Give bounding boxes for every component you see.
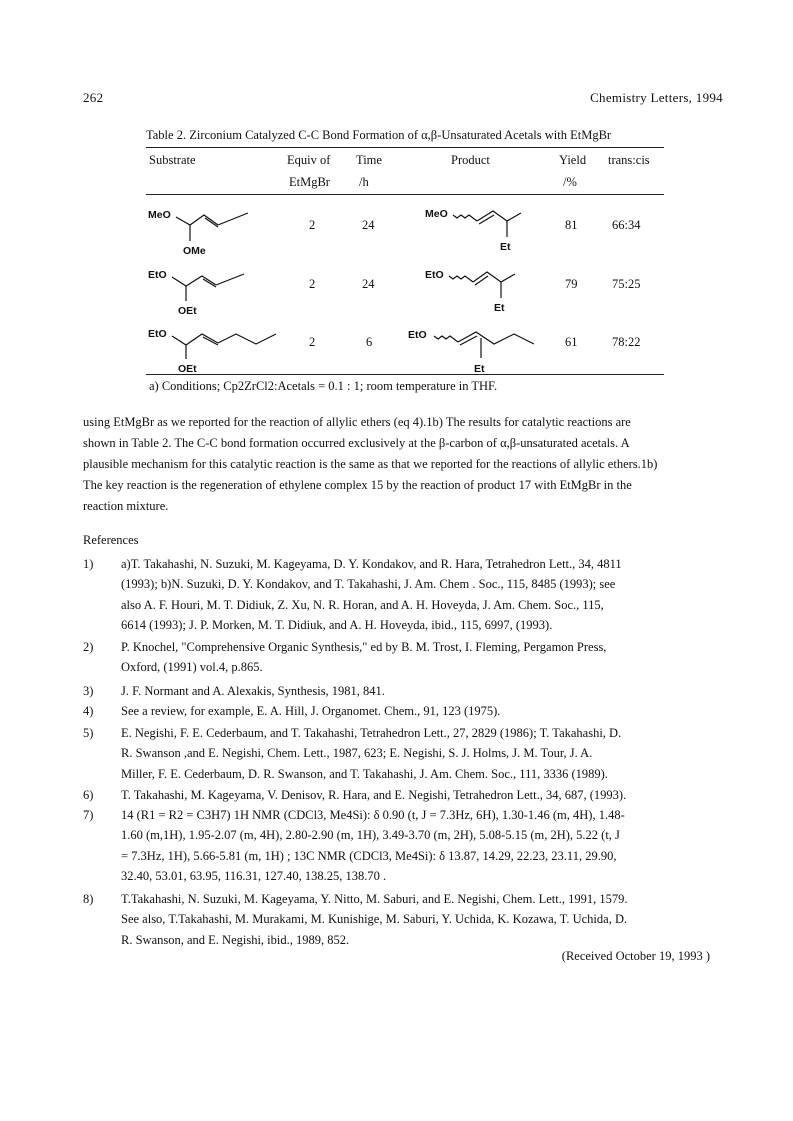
product-left-label: MeO: [425, 208, 448, 220]
reference-line: See a review, for example, E. A. Hill, J. Organomet. Chem., 91, 123 (1975).: [121, 704, 501, 718]
row1-yield: 81: [565, 218, 578, 232]
reference-line: 1.60 (m,1H), 1.95-2.07 (m, 4H), 2.80-2.90 (m, 1H), 3.49-3.70 (m, 2H), 5.08-5.15 (m, 2H), 5.22 (t, J: [121, 828, 620, 843]
row3-ratio: 78:22: [612, 335, 641, 349]
substrate-bottom-label: OMe: [183, 245, 206, 257]
reference-line: 32.40, 53.01, 63.95, 116.31, 127.40, 138.25, 138.70 .: [121, 869, 387, 884]
col-substrate: Substrate: [149, 153, 196, 167]
reference-line: T. Takahashi, M. Kageyama, V. Denisov, R. Hara, and E. Negishi, Tetrahedron Lett., 34, 687, (1993).: [121, 788, 627, 802]
wavy-bond: [449, 276, 473, 282]
substrate-chain: [176, 215, 218, 225]
row2-ratio: 75:25: [612, 277, 641, 291]
reference-line: T.Takahashi, N. Suzuki, M. Kageyama, Y. Nitto, M. Saburi, and E. Negishi, Chem. Lett., 1991, 1579.: [121, 892, 628, 906]
reference-line: See also, T.Takahashi, M. Murakami, M. Kunishige, M. Saburi, Y. Uchida, K. Kozawa, T. Uchida, D.: [121, 912, 628, 927]
reference-number: 2): [83, 640, 94, 654]
product-structure-2: [423, 264, 543, 320]
product-chain: [458, 332, 534, 344]
row3-equiv: 2: [309, 335, 316, 349]
reference-line: a)T. Takahashi, N. Suzuki, M. Kageyama, D. Y. Kondakov, and R. Hara, Tetrahedron Lett., 34, 4811: [121, 557, 622, 571]
double-bond-line: [475, 276, 488, 285]
wavy-bond: [453, 215, 477, 221]
row2-time: 24: [362, 277, 375, 291]
row1-equiv: 2: [309, 218, 316, 232]
substrate-bottom-label: OEt: [178, 305, 197, 317]
reference-line: also A. F. Houri, M. T. Didiuk, Z. Xu, N. R. Horan, and A. H. Hoveyda, J. Am. Chem. Soc., 115,: [121, 597, 604, 612]
page-number: 262: [83, 90, 104, 105]
row3-time: 6: [366, 335, 373, 349]
row1-time: 24: [362, 218, 375, 232]
reference-line: (1993); b)N. Suzuki, D. Y. Kondakov, and T. Takahashi, J. Am. Chem . Soc., 115, 8485 (1993); see: [121, 577, 616, 592]
col-product: Product: [451, 153, 490, 167]
substrate-structure-3: [146, 322, 286, 376]
product-substituent-label: Et: [494, 302, 505, 314]
product-structure-1: [423, 203, 543, 259]
substrate-top-label: EtO: [148, 269, 167, 281]
substrate-top-label: MeO: [148, 209, 171, 221]
table-bottom-rule: [146, 374, 664, 375]
reference-line: P. Knochel, "Comprehensive Organic Synthesis," ed by B. M. Trost, I. Fleming, Pergamon Press,: [121, 640, 607, 654]
reference-line: E. Negishi, F. E. Cederbaum, and T. Takahashi, Tetrahedron Lett., 27, 2829 (1986); T. Takahashi, D.: [121, 726, 622, 740]
paragraph-line: shown in Table 2. The C-C bond formation occurred exclusively at the β-carbon of α,β-unsaturated acetals. A: [83, 436, 630, 450]
references-heading: References: [83, 533, 139, 547]
product-left-label: EtO: [425, 269, 444, 281]
reference-number: 1): [83, 557, 94, 571]
col-yield-line2: /%: [563, 175, 577, 189]
reference-number: 3): [83, 684, 94, 698]
col-trans-cis: trans:cis: [608, 153, 650, 167]
substrate-structure-1: [146, 203, 256, 263]
product-substituent-label: Et: [500, 241, 511, 253]
substrate-structure-2: [146, 264, 256, 320]
table-top-rule: [146, 147, 664, 148]
paragraph-line: The key reaction is the regeneration of ethylene complex 15 by the reaction of product 17 with EtMgBr in the: [83, 478, 632, 492]
product-substituent-label: Et: [474, 363, 485, 375]
col-time-line2: /h: [359, 175, 369, 189]
double-bond-line: [205, 218, 218, 227]
journal-title: Chemistry Letters, 1994: [590, 90, 723, 105]
reference-line: = 7.3Hz, 1H), 5.66-5.81 (m, 1H) ; 13C NMR (CDCl3, Me4Si): δ 13.87, 14.29, 22.23, 23.11, 29.90,: [121, 848, 617, 863]
col-yield-line1: Yield: [559, 153, 587, 167]
reference-number: 8): [83, 892, 94, 906]
substrate-tail: [218, 213, 248, 225]
reference-line: 6614 (1993); J. P. Morken, M. T. Didiuk, and A. H. Hoveyda, ibid., 115, 6997, (1993).: [121, 618, 553, 633]
substrate-top-label: EtO: [148, 328, 167, 340]
product-chain: [473, 272, 515, 282]
substrate-tail: [216, 274, 244, 285]
col-time-line1: Time: [356, 153, 382, 167]
wavy-bond: [434, 336, 458, 342]
substrate-chain: [172, 276, 216, 286]
double-bond-line: [479, 215, 494, 224]
product-chain: [477, 211, 521, 221]
table-header-rule: [146, 194, 664, 195]
reference-number: 7): [83, 808, 94, 822]
reference-line: J. F. Normant and A. Alexakis, Synthesis, 1981, 841.: [121, 684, 385, 698]
reference-number: 6): [83, 788, 94, 802]
row2-yield: 79: [565, 277, 578, 291]
col-equiv-line1: Equiv of: [287, 153, 331, 167]
product-structure-3: [406, 322, 546, 376]
row1-ratio: 66:34: [612, 218, 641, 232]
col-equiv-line2: EtMgBr: [289, 175, 330, 189]
paragraph-line: using EtMgBr as we reported for the reaction of allylic ethers (eq 4).1b) The results for catalytic reactions are: [83, 415, 631, 429]
reference-line: R. Swanson, and E. Negishi, ibid., 1989, 852.: [121, 932, 350, 947]
row3-yield: 61: [565, 335, 578, 349]
reference-line: Oxford, (1991) vol.4, p.865.: [121, 660, 263, 675]
row2-equiv: 2: [309, 277, 316, 291]
reference-line: R. Swanson ,and E. Negishi, Chem. Lett., 1987, 623; E. Negishi, S. J. Holms, J. M. Tour, J. A.: [121, 746, 593, 761]
reference-line: 14 (R1 = R2 = C3H7) 1H NMR (CDCl3, Me4Si): δ 0.90 (t, J = 7.3Hz, 6H), 1.30-1.46 (m, 4H), 1.48-: [121, 808, 625, 822]
reference-line: Miller, F. E. Cederbaum, D. R. Swanson, and T. Takahashi, J. Am. Chem. Soc., 111, 3336 (1989).: [121, 766, 608, 781]
reference-number: 5): [83, 726, 94, 740]
body-paragraph: [83, 412, 713, 517]
paragraph-line: reaction mixture.: [83, 499, 169, 513]
table-footnote: a) Conditions; Cp2ZrCl2:Acetals = 0.1 : 1; room temperature in THF.: [149, 379, 498, 393]
received-date: (Received October 19, 1993 ): [561, 949, 710, 963]
substrate-chain: [172, 334, 276, 345]
table-caption: Table 2. Zirconium Catalyzed C-C Bond Formation of α,β-Unsaturated Acetals with EtMgBr: [146, 128, 612, 142]
substrate-bottom-label: OEt: [178, 363, 197, 375]
paragraph-line: plausible mechanism for this catalytic reaction is the same as that we reported for the reactions of allylic ethers.1b): [83, 457, 658, 471]
double-bond-line: [460, 336, 477, 345]
product-left-label: EtO: [408, 329, 427, 341]
reference-number: 4): [83, 704, 94, 718]
